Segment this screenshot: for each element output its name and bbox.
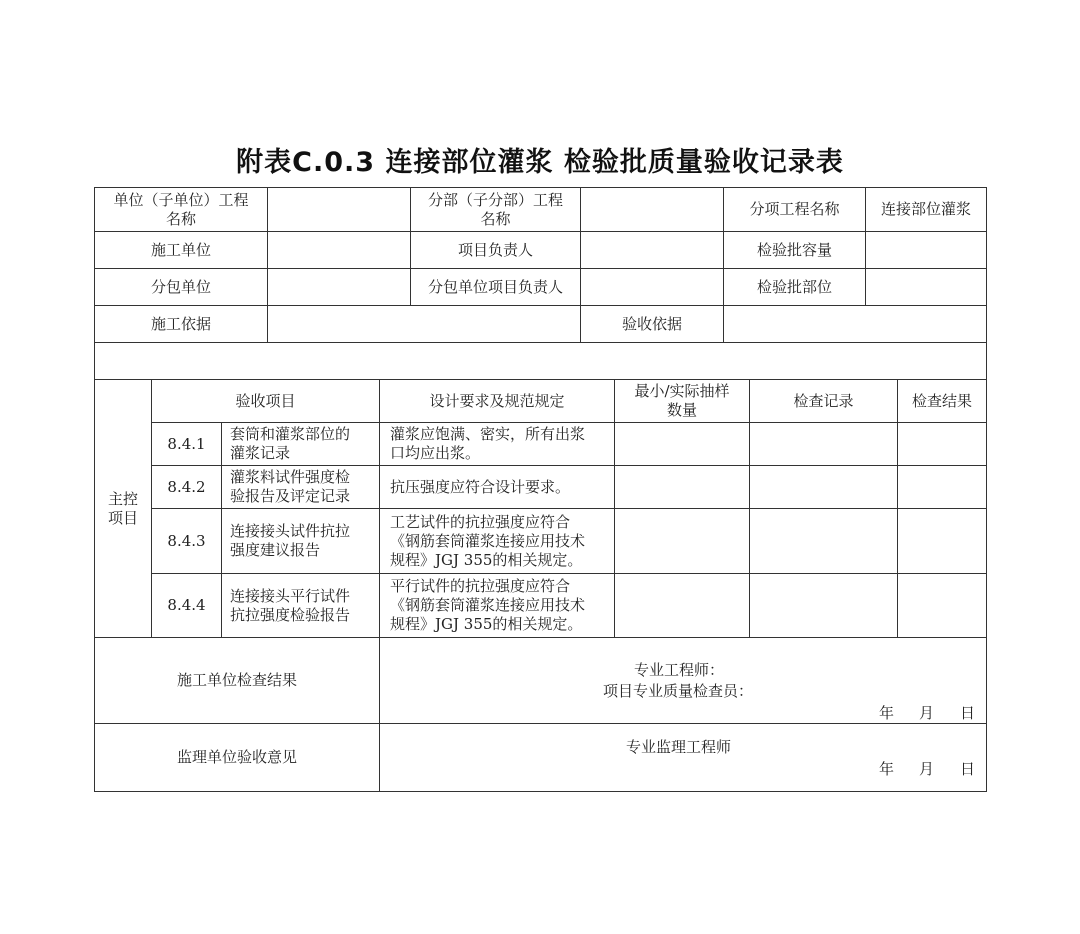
- row-record[interactable]: [749, 573, 898, 638]
- row-code: 8.4.4: [151, 573, 222, 638]
- engineer-label: 专业工程师：: [634, 661, 725, 679]
- subitem-label: 分项工程名称: [723, 187, 866, 232]
- row-record[interactable]: [749, 465, 898, 509]
- sub-project-lead-value[interactable]: [580, 268, 724, 306]
- row-result[interactable]: [897, 465, 987, 509]
- contractor-check-label: 施工单位检查结果: [94, 637, 380, 724]
- row-sampling[interactable]: [614, 465, 750, 509]
- row-result[interactable]: [897, 508, 987, 574]
- row-requirement: 灌浆应饱满、密实，所有出浆 口均应出浆。: [379, 422, 615, 466]
- construction-basis-value[interactable]: [267, 305, 581, 343]
- unit-project-value[interactable]: [267, 187, 411, 232]
- division-label: 分部（子分部）工程 名称: [410, 187, 581, 232]
- contractor-value[interactable]: [267, 231, 411, 269]
- row-result[interactable]: [897, 422, 987, 466]
- row-requirement: 工艺试件的抗拉强度应符合 《钢筋套筒灌浆连接应用技术 规程》JGJ 355的相关规定。: [379, 508, 615, 574]
- col-header-item: 验收项目: [151, 379, 380, 423]
- row-sampling[interactable]: [614, 508, 750, 574]
- batch-capacity-value[interactable]: [865, 231, 987, 269]
- opinion-date-month: 月: [919, 760, 935, 778]
- col-header-record: 检查记录: [749, 379, 898, 423]
- subcontractor-value[interactable]: [267, 268, 411, 306]
- batch-capacity-label: 检验批容量: [723, 231, 866, 269]
- contractor-label: 施工单位: [94, 231, 268, 269]
- supervisor-opinion-area[interactable]: [379, 723, 987, 792]
- col-header-result: 检查结果: [897, 379, 987, 423]
- check-date-year: 年: [879, 704, 895, 722]
- row-item: 套筒和灌浆部位的 灌浆记录: [221, 422, 380, 466]
- row-item: 连接接头平行试件 抗拉强度检验报告: [221, 573, 380, 638]
- row-code: 8.4.1: [151, 422, 222, 466]
- row-item: 灌浆料试件强度检 验报告及评定记录: [221, 465, 380, 509]
- row-sampling[interactable]: [614, 573, 750, 638]
- row-result[interactable]: [897, 573, 987, 638]
- division-value[interactable]: [580, 187, 724, 232]
- blank-row: [94, 342, 987, 380]
- subcontractor-label: 分包单位: [94, 268, 268, 306]
- subitem-value[interactable]: 连接部位灌浆: [865, 187, 987, 232]
- row-code: 8.4.2: [151, 465, 222, 509]
- col-header-requirement: 设计要求及规范规定: [379, 379, 615, 423]
- sub-project-lead-label: 分包单位项目负责人: [410, 268, 581, 306]
- batch-location-value[interactable]: [865, 268, 987, 306]
- row-requirement: 平行试件的抗拉强度应符合 《钢筋套筒灌浆连接应用技术 规程》JGJ 355的相关规定。: [379, 573, 615, 638]
- acceptance-basis-value[interactable]: [723, 305, 987, 343]
- unit-project-label: 单位（子单位）工程 名称: [94, 187, 268, 232]
- project-lead-label: 项目负责人: [410, 231, 581, 269]
- qc-inspector-label: 项目专业质量检查员：: [603, 682, 754, 700]
- row-record[interactable]: [749, 422, 898, 466]
- check-date-month: 月: [919, 704, 935, 722]
- row-sampling[interactable]: [614, 422, 750, 466]
- construction-basis-label: 施工依据: [94, 305, 268, 343]
- col-header-sampling: 最小/实际抽样 数量: [614, 379, 750, 423]
- check-date-day: 日: [960, 704, 976, 722]
- row-code: 8.4.3: [151, 508, 222, 574]
- page-title: 附表C.0.3 连接部位灌浆 检验批质量验收记录表: [236, 147, 844, 178]
- row-record[interactable]: [749, 508, 898, 574]
- opinion-date-year: 年: [879, 760, 895, 778]
- project-lead-value[interactable]: [580, 231, 724, 269]
- supervising-engineer-label: 专业监理工程师: [626, 738, 732, 756]
- supervisor-opinion-label: 监理单位验收意见: [94, 723, 380, 792]
- main-control-group-label: 主控 项目: [94, 379, 152, 638]
- row-requirement: 抗压强度应符合设计要求。: [379, 465, 615, 509]
- batch-location-label: 检验批部位: [723, 268, 866, 306]
- acceptance-basis-label: 验收依据: [580, 305, 724, 343]
- opinion-date-day: 日: [960, 760, 976, 778]
- row-item: 连接接头试件抗拉 强度建议报告: [221, 508, 380, 574]
